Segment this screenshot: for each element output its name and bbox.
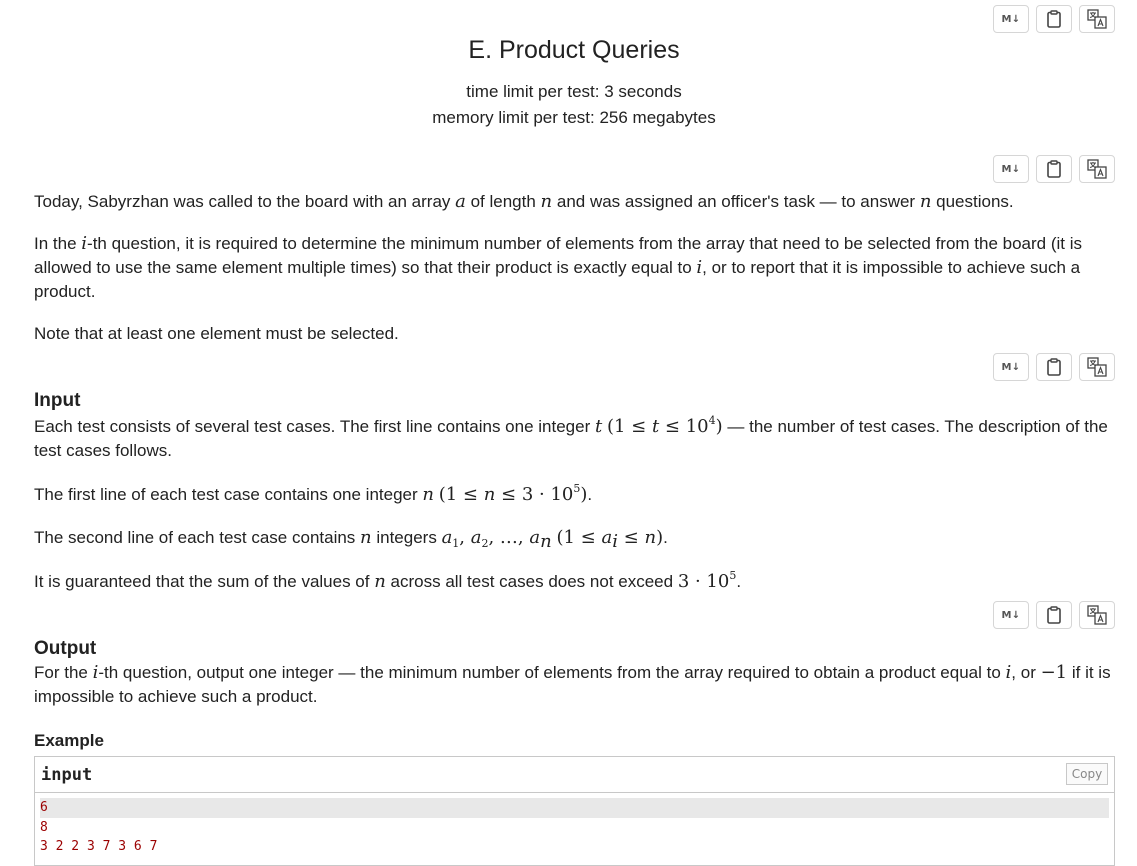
input-paragraph-2: The first line of each test case contains one integer n $(1 \le n \le 3 \cdot 10^5)$. bbox=[34, 482, 593, 505]
example-title: Example bbox=[34, 731, 104, 750]
sample-input-header bbox=[35, 757, 1114, 793]
translate-icon bbox=[1087, 9, 1107, 29]
output-title: Output bbox=[34, 638, 97, 659]
copy-sample-button[interactable]: Copy bbox=[1066, 763, 1108, 785]
translate-button[interactable] bbox=[1079, 5, 1115, 33]
copy-button[interactable] bbox=[1036, 601, 1072, 629]
input-title: Input bbox=[34, 390, 81, 411]
output-section bbox=[34, 637, 1114, 709]
problem-header bbox=[0, 36, 1137, 131]
legend-section bbox=[34, 190, 1114, 346]
clipboard-icon bbox=[1047, 358, 1061, 376]
output-paragraph-1: For the i-th question, output one integer — the minimum number of elements from the array required to obtain a product equal to i, or −1 if it is impossible to achieve such a product. bbox=[34, 662, 1111, 706]
sample-input-label: input bbox=[41, 765, 93, 785]
copy-button[interactable] bbox=[1036, 5, 1072, 33]
markdown-button[interactable]: M↓ bbox=[993, 353, 1029, 381]
input-section bbox=[34, 389, 1114, 594]
statement-toolbar bbox=[993, 155, 1115, 183]
input-paragraph-3: The second line of each test case contains n integers $a_1$, $a_2$, …, $a_n$ $(1 \le a_i \le n)$. bbox=[34, 527, 668, 552]
sample-line: 8 bbox=[40, 819, 48, 835]
header-toolbar bbox=[993, 5, 1115, 33]
legend-paragraph-1: Today, Sabyrzhan was called to the board with an array a of length n and was assigned an officer's task — to answer n questions. bbox=[34, 191, 1014, 212]
translate-button[interactable] bbox=[1079, 353, 1115, 381]
clipboard-icon bbox=[1047, 160, 1061, 178]
legend-paragraph-2: In the i-th question, it is required to determine the minimum number of elements from the array that need to be selected from the board (it is allowed to use the same element multiple times) so that their product is exactly equal to i, or to report that it is impossible to achieve such a product. bbox=[34, 233, 1083, 301]
sample-input-box bbox=[34, 756, 1115, 866]
problem-title: E. Product Queries bbox=[468, 36, 680, 64]
input-paragraph-4: It is guaranteed that the sum of the values of n across all test cases does not exceed $3 \cdot 10^5$. bbox=[34, 569, 742, 592]
translate-icon bbox=[1087, 357, 1107, 377]
output-toolbar bbox=[993, 601, 1115, 629]
copy-button[interactable] bbox=[1036, 155, 1072, 183]
markdown-button[interactable]: M↓ bbox=[993, 155, 1029, 183]
sample-line: 6 bbox=[40, 798, 1109, 818]
translate-icon bbox=[1087, 605, 1107, 625]
translate-icon bbox=[1087, 159, 1107, 179]
input-paragraph-1: Each test consists of several test cases. The first line contains one integer t $(1 \le t \le 10^4)$ — the number of test cases. The description of the test cases follows. bbox=[34, 414, 1108, 460]
memory-limit: memory limit per test: 256 megabytes bbox=[432, 108, 716, 127]
markdown-button[interactable]: M↓ bbox=[993, 5, 1029, 33]
clipboard-icon bbox=[1047, 606, 1061, 624]
legend-paragraph-3: Note that at least one element must be selected. bbox=[34, 324, 399, 343]
clipboard-icon bbox=[1047, 10, 1061, 28]
input-toolbar bbox=[993, 353, 1115, 381]
translate-button[interactable] bbox=[1079, 155, 1115, 183]
example-header bbox=[34, 729, 1114, 753]
sample-line: 3 2 2 3 7 3 6 7 bbox=[40, 839, 158, 854]
time-limit: time limit per test: 3 seconds bbox=[466, 82, 682, 101]
sample-input-content bbox=[35, 793, 1114, 857]
markdown-button[interactable]: M↓ bbox=[993, 601, 1029, 629]
copy-button[interactable] bbox=[1036, 353, 1072, 381]
translate-button[interactable] bbox=[1079, 601, 1115, 629]
